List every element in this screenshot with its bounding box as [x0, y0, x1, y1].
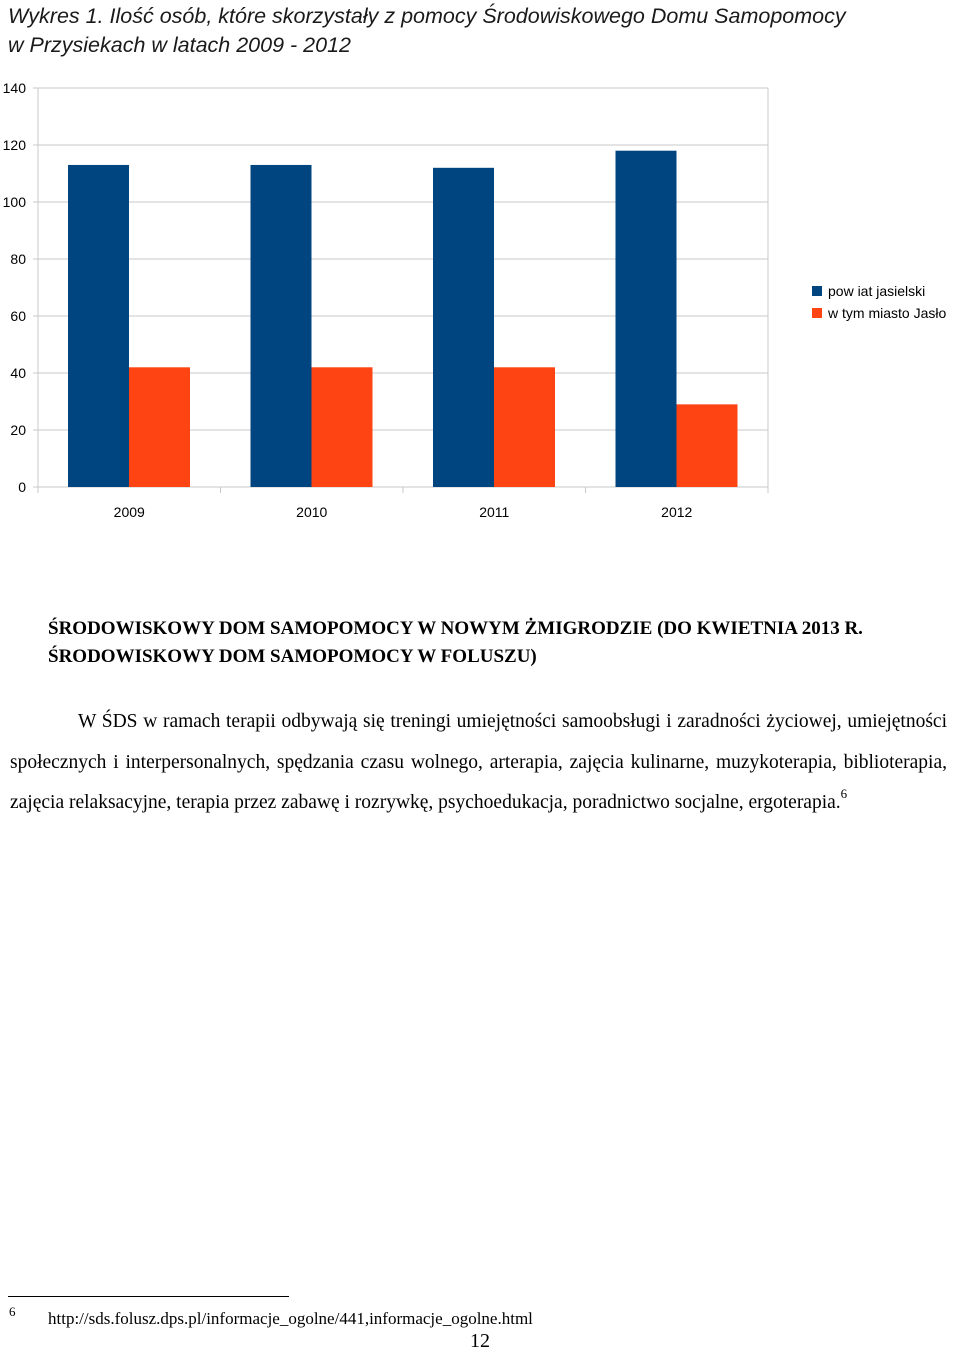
- page-number: 12: [470, 1330, 490, 1352]
- y-tick-label: 0: [18, 479, 26, 495]
- x-tick-label: 2011: [479, 504, 510, 520]
- body-paragraph: [10, 702, 947, 824]
- section-heading: [48, 615, 948, 671]
- legend-swatch: [812, 286, 822, 296]
- legend-label: pow iat jasielski: [828, 283, 926, 299]
- bar-powiat-2012: [616, 151, 677, 487]
- bar-miasto-2009: [129, 367, 190, 487]
- bar-miasto-2010: [312, 367, 373, 487]
- y-tick-label: 100: [2, 194, 26, 210]
- section-heading-line-2: ŚRODOWISKOWY DOM SAMOPOMOCY W FOLUSZU): [48, 646, 537, 667]
- y-tick-label: 140: [2, 80, 26, 96]
- y-tick-label: 80: [10, 251, 26, 267]
- chart-bars: [68, 151, 738, 487]
- bar-powiat-2011: [433, 168, 494, 487]
- legend-swatch: [812, 308, 822, 318]
- chart-legend: [812, 283, 946, 321]
- y-tick-label: 40: [10, 365, 26, 381]
- footnote-number: 6: [9, 1304, 16, 1319]
- bar-chart: [0, 0, 960, 540]
- figure-caption-line-1: Wykres 1. Ilość osób, które skorzystały z pomocy Środowiskowego Domu Samopomocy: [8, 4, 846, 28]
- section-heading-line-1: ŚRODOWISKOWY DOM SAMOPOMOCY W NOWYM ŻMIGRODZIE (DO KWIETNIA 2013 R.: [48, 618, 863, 639]
- y-tick-label: 120: [2, 137, 26, 153]
- x-tick-label: 2010: [296, 504, 328, 520]
- bar-powiat-2010: [251, 165, 312, 487]
- figure-caption-line-2: w Przysiekach w latach 2009 - 2012: [8, 33, 351, 57]
- body-paragraph-text: W ŚDS w ramach terapii odbywają się treningi umiejętności samoobsługi i zaradności życiowej, umiejętności społecznych i interpersonalnych, spędzania czasu wolnego, arterapia, zajęcia kulinarne, muzykoterapia, biblioterapia, zajęcia relaksacyjne, terapia przez zabawę i rozrywkę, psychoedukacja, poradnictwo socjalne, ergoterapia.: [10, 711, 947, 813]
- y-tick-label: 60: [10, 308, 26, 324]
- x-tick-label: 2009: [113, 504, 145, 520]
- x-tick-label: 2012: [661, 504, 693, 520]
- bar-miasto-2012: [677, 404, 738, 487]
- footnote-reference[interactable]: 6: [840, 786, 848, 801]
- footnote-link[interactable]: http://sds.folusz.dps.pl/informacje_ogolne/441,informacje_ogolne.html: [48, 1309, 533, 1328]
- y-tick-label: 20: [10, 422, 26, 438]
- bar-miasto-2011: [494, 367, 555, 487]
- bar-powiat-2009: [68, 165, 129, 487]
- legend-label: w tym miasto Jasło: [828, 305, 947, 321]
- footnote-separator: [8, 1296, 289, 1297]
